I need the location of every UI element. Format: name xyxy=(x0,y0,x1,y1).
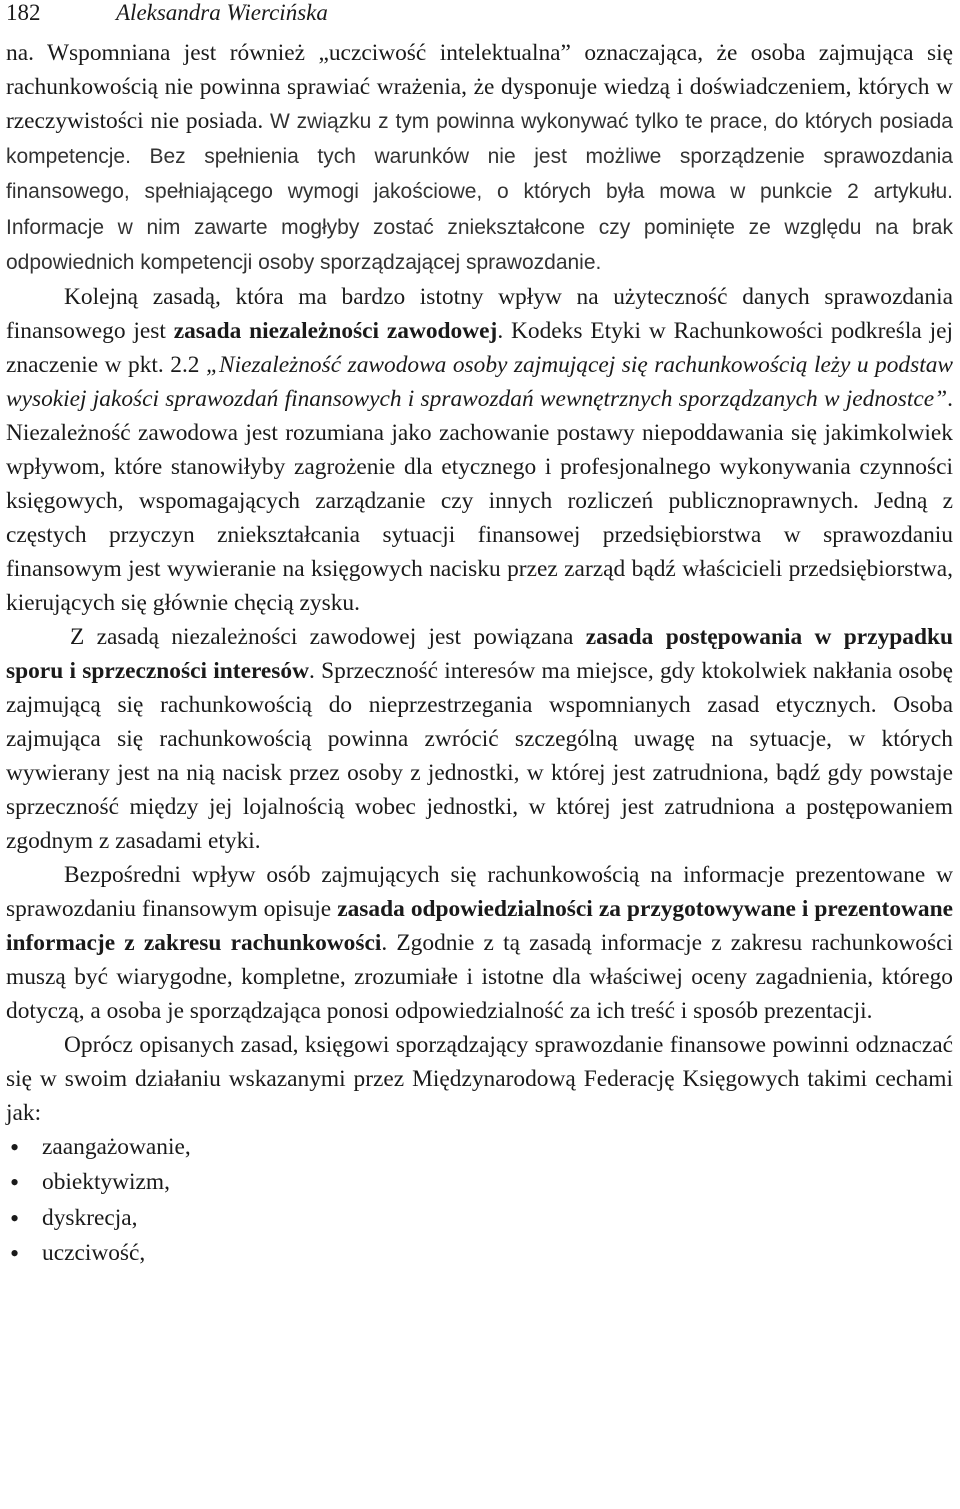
paragraph-3 xyxy=(6,620,953,858)
paragraph-4-text-a: Bezpośredni wpływ osób zajmujących się rachunkowością na informacje prezentowane w sprawozdaniu finansowym opisuje xyxy=(6,862,953,923)
paragraph-2-bold-term: zasada niezależności zawodowej xyxy=(173,318,498,345)
paragraph-3-bold-term: zasada postępowania w przypadku sporu i sprzeczności interesów xyxy=(6,624,953,685)
paragraph-2 xyxy=(6,280,953,620)
paragraph-4 xyxy=(6,858,953,1028)
paragraph-1 xyxy=(6,36,953,280)
traits-bullet-list xyxy=(6,1130,953,1272)
paragraph-2-text-a: Kolejną zasadą, która ma bardzo istotny wpływ na użyteczność danych sprawozdania finansowego jest xyxy=(6,284,953,345)
list-item: • zaangażowanie, xyxy=(6,1130,953,1165)
paragraph-4-text-b: . Zgodnie z tą zasadą informacje z zakresu rachunkowości muszą być wiarygodne, kompletne, zrozumiałe i istotne dla właściwej oceny zagadnienia, którego dotyczą, a osoba je sporządzająca ponosi odpowiedzialność za ich treść i sposób prezentacji. xyxy=(6,930,953,1025)
paragraph-2-text-c: . Niezależność zawodowa jest rozumiana jako zachowanie postawy niepoddawania się jakimkolwiek wpływom, które stanowiłyby zagrożenie dla etycznego i profesjonalnego wykonywania czynności księgowych, wspomagających zarządzanie czy innych rozliczeń publicznoprawnych. Jedną z częstych przyczyn zniekształcania sytuacji finansowej przedsiębiorstwa w sprawozdaniu finansowym jest wywieranie na księgowych nacisku przez zarząd bądź właścicieli przedsiębiorstwa, kierujących się głównie chęcią zysku. xyxy=(6,386,953,617)
paragraph-2-quote: „Niezależność zawodowa osoby zajmującej się rachunkowością leży u podstaw wysokiej jakości sprawozdań finansowych i sprawozdań wewnętrznych sporządzanych w jednostce” xyxy=(6,352,953,413)
page-number: 182 xyxy=(6,0,41,25)
paragraph-3-text-b: . Sprzeczność interesów ma miejsce, gdy ktokolwiek nakłania osobę zajmującą się rachunkowością do nieprzestrzegania wspomnianych zasad etycznych. Osoba zajmująca się rachunkowością powinna zwrócić szczególną uwagę na sytuacje, w których wywierany jest na nią nacisk przez osoby z jednostki, w której jest zatrudniona, bądź gdy powstaje sprzeczność między jej lojalnością wobec jednostki, w której jest zatrudniona a postępowaniem zgodnym z zasadami etyki. xyxy=(6,658,953,855)
page-header xyxy=(6,0,953,36)
paragraph-4-bold-term: zasada odpowiedzialności za przygotowywane i prezentowane informacje z zakresu rachunkowości xyxy=(6,896,953,957)
paragraph-1-text-b: W związku z tym powinna wykonywać tylko te prace, do których posiada kompetencje. Bez spełnienia tych warunków nie jest możliwe sporządzenie sprawozdania finansowego, spełniającego wymogi jakościowe, o których była mowa w punkcie 2 artykułu. Informacje w nim zawarte mogłyby zostać zniekształcone czy pominięte ze względu na brak odpowiednich kompetencji osoby sporządzającej sprawozdanie. xyxy=(6,110,953,274)
paragraph-5 xyxy=(6,1028,953,1130)
list-item: • dyskrecja, xyxy=(6,1201,953,1236)
list-item: • uczciwość, xyxy=(6,1236,953,1271)
paragraph-2-text-b: . Kodeks Etyki w Rachunkowości podkreśla jej znaczenie w pkt. 2.2 xyxy=(6,318,954,379)
paragraph-1-text-a: na. Wspomniana jest również „uczciwość intelektualna” oznaczająca, że osoba zajmująca się rachunkowością nie powinna sprawiać wrażenia, że dysponuje wiedzą i doświadczeniem, których w rzeczywistości nie posiada. xyxy=(6,40,953,134)
paragraph-3-text-a: Z zasadą niezależności zawodowej jest powiązana xyxy=(70,624,586,651)
paragraph-5-text: Oprócz opisanych zasad, księgowi sporządzający sprawozdanie finansowe powinni odznaczać się w swoim działaniu wskazanymi przez Międzynarodową Federację Księgowych takimi cechami jak: xyxy=(6,1032,953,1127)
running-head-author: Aleksandra Wiercińska xyxy=(116,0,328,25)
list-item: • obiektywizm, xyxy=(6,1165,953,1200)
